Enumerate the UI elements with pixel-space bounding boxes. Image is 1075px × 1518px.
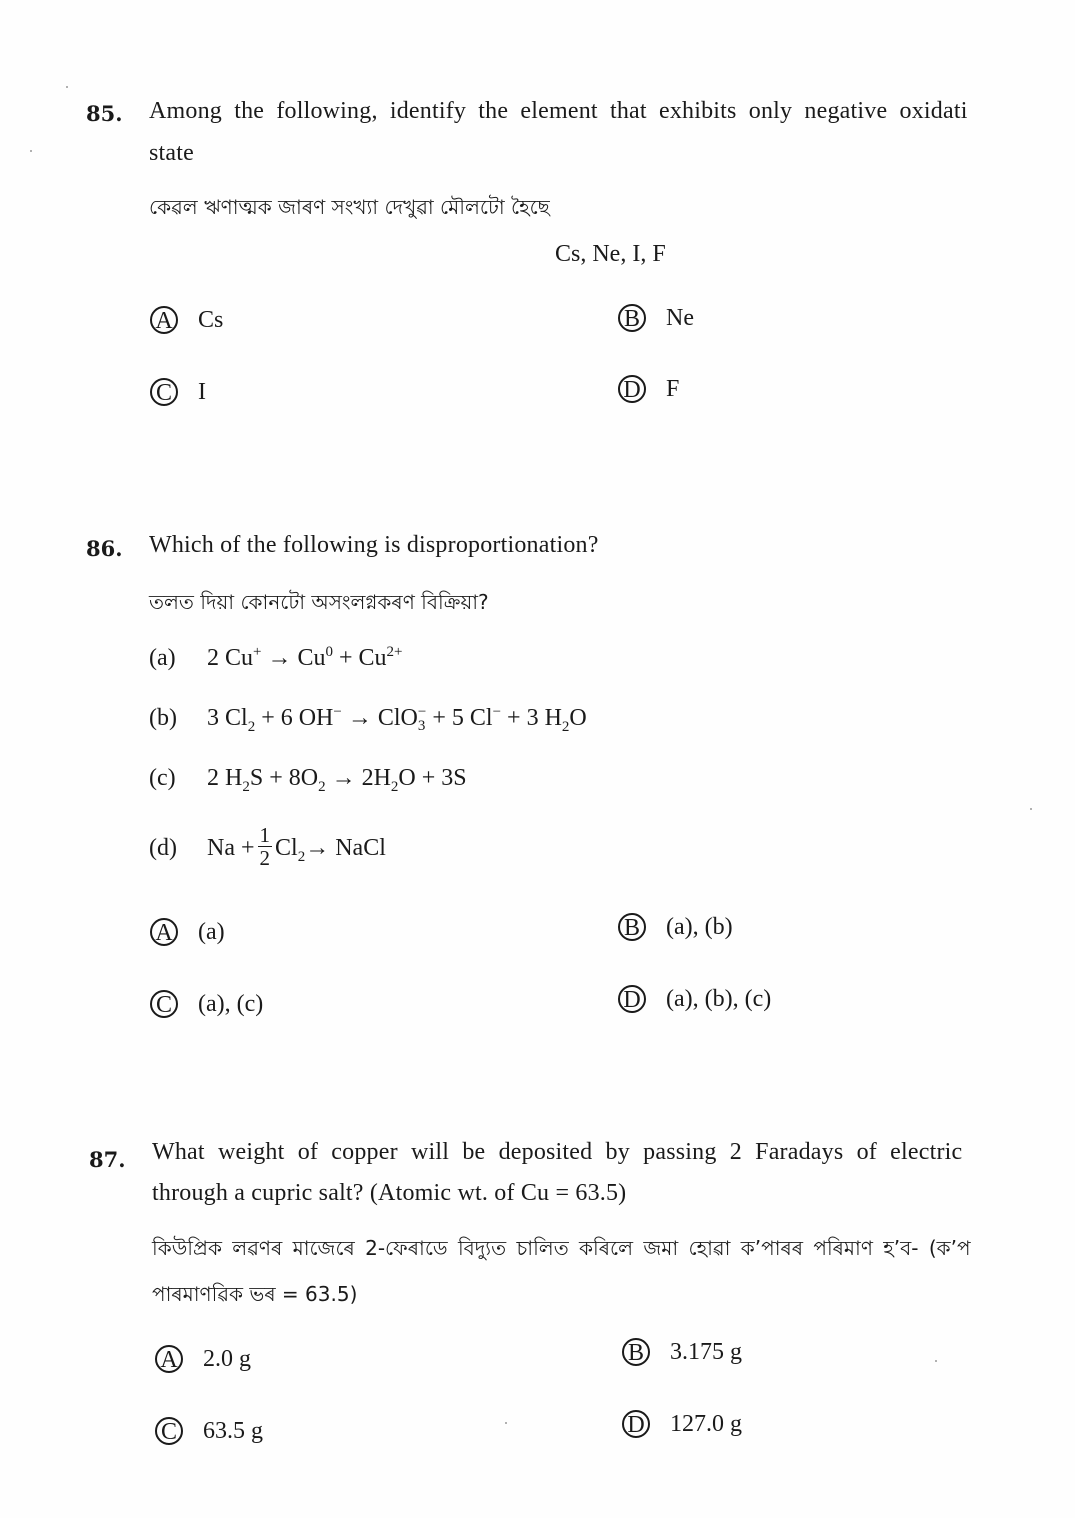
option-text: (a) — [198, 918, 225, 945]
option-c[interactable] — [150, 378, 206, 406]
option-b[interactable] — [622, 1338, 742, 1366]
option-text: 3.175 g — [670, 1338, 742, 1365]
reaction-equation: 2 $Cu^+ \to Cu^0 + Cu^{2+}$ — [207, 644, 403, 671]
option-letter-circle: B — [618, 304, 646, 332]
scan-speck — [505, 1422, 507, 1424]
scan-speck — [935, 1360, 937, 1362]
option-d[interactable] — [618, 985, 771, 1013]
option-letter-circle: D — [622, 1410, 650, 1438]
question-text-english: Among the following, identify the element that exhibits only negative oxidati — [149, 98, 968, 124]
reaction-label: (b) — [149, 705, 177, 731]
option-a[interactable] — [155, 1345, 251, 1373]
reaction-b — [149, 705, 587, 733]
reaction-label: (a) — [149, 645, 176, 671]
reaction-equation: 3 $Cl_2 + 6$ OH− → ClO − 3 + 5 Cl− + 3 $H_2O$ — [207, 704, 587, 735]
question-text-assamese-continued: পাৰমাণৱিক ভৰ = 63.5) — [152, 1282, 358, 1306]
option-letter-circle: C — [155, 1417, 183, 1445]
option-text: 63.5 g — [203, 1417, 263, 1444]
question-text-assamese: কেৱল ঋণাত্মক জাৰণ সংখ্যা দেখুৱা মৌলটো হৈছে — [149, 195, 550, 219]
option-text: (a), (c) — [198, 990, 264, 1017]
option-letter-circle: B — [622, 1338, 650, 1366]
question-text-english: Which of the following is disproportionation? — [149, 532, 599, 558]
reaction-equation: 2 $H_2S + 8O_2 \to 2H_2O + 3S$ — [207, 765, 467, 795]
reaction-equation: Na + $\frac{1}{2}$ Cl $_2$ → NaCl — [207, 823, 386, 870]
reaction-a — [149, 645, 403, 672]
option-text: I — [198, 378, 206, 405]
option-letter-circle: D — [618, 375, 646, 403]
reaction-d — [149, 823, 386, 871]
option-text: Ne — [666, 304, 694, 331]
option-a[interactable] — [150, 918, 225, 946]
option-text: (a), (b) — [666, 913, 733, 940]
option-text: 2.0 g — [203, 1345, 251, 1372]
option-b[interactable] — [618, 913, 733, 941]
option-text: 127.0 g — [670, 1410, 742, 1437]
option-letter-circle: B — [618, 913, 646, 941]
given-elements: Cs, Ne, I, F — [555, 241, 666, 267]
option-letter-circle: C — [150, 990, 178, 1018]
option-c[interactable] — [150, 990, 263, 1018]
option-text: (a), (b), (c) — [666, 985, 772, 1012]
reaction-label: (c) — [149, 765, 176, 791]
option-text: Cs — [198, 306, 224, 333]
reaction-c — [149, 765, 467, 795]
option-letter-circle: A — [150, 918, 178, 946]
option-letter-circle: C — [150, 378, 178, 406]
fraction-one-half: $\frac{1}{2}$ — [259, 823, 271, 870]
option-text: F — [666, 375, 680, 402]
option-b[interactable] — [618, 304, 694, 332]
question-text-english-continued: state — [149, 140, 194, 166]
question-text-assamese: তলত দিয়া কোনটো অসংলগ্নকৰণ বিক্ৰিয়া? — [149, 590, 489, 614]
question-number: 85. — [86, 101, 123, 126]
option-a[interactable] — [150, 306, 223, 334]
option-c[interactable] — [155, 1417, 263, 1445]
option-letter-circle: A — [155, 1345, 183, 1373]
option-letter-circle: D — [618, 985, 646, 1013]
scan-speck — [66, 86, 68, 88]
question-text-english-continued: through a cupric salt? (Atomic wt. of Cu = 63.5) — [152, 1180, 627, 1206]
option-d[interactable] — [622, 1410, 742, 1438]
option-d[interactable] — [618, 375, 679, 403]
reaction-label: (d) — [149, 835, 177, 861]
scan-speck — [1030, 808, 1032, 810]
question-number: 87. — [89, 1147, 126, 1172]
question-number: 86. — [86, 536, 123, 561]
option-letter-circle: A — [150, 306, 178, 334]
question-text-assamese: কিউপ্ৰিক লৱণৰ মাজেৰে 2-ফেৰাডে বিদ্যুত চালিত কৰিলে জমা হোৱা ক’পাৰৰ পৰিমাণ হ’ব- (ক’প — [152, 1236, 971, 1260]
scan-speck — [30, 150, 32, 152]
question-text-english: What weight of copper will be deposited by passing 2 Faradays of electric — [152, 1139, 963, 1165]
